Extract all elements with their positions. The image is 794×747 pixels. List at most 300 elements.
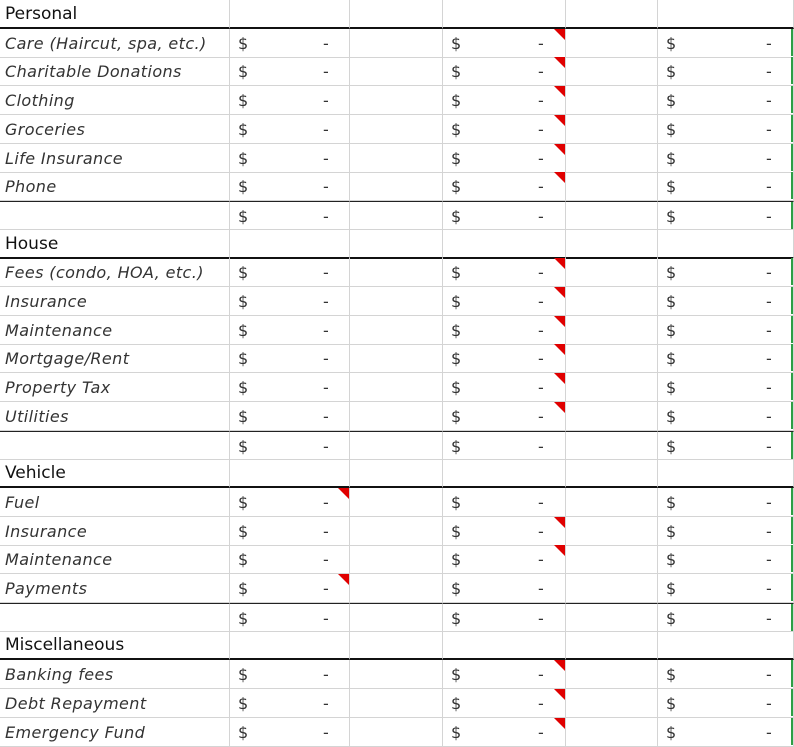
amount-cell[interactable] xyxy=(658,86,794,115)
category-row xyxy=(0,488,794,517)
amount-cell[interactable] xyxy=(230,718,350,747)
amount-cell[interactable] xyxy=(658,144,794,173)
empty-cell[interactable] xyxy=(566,344,658,373)
amount-cell[interactable] xyxy=(658,660,794,689)
comment-indicator-icon[interactable] xyxy=(554,517,565,528)
amount-cell[interactable] xyxy=(230,86,350,115)
currency-symbol: $ xyxy=(666,91,677,111)
currency-symbol: $ xyxy=(238,62,249,82)
amount-cell[interactable] xyxy=(443,431,566,460)
currency-symbol: $ xyxy=(666,521,677,541)
amount-value: - xyxy=(323,177,329,197)
amount-value: - xyxy=(538,436,544,456)
amount-cell[interactable] xyxy=(658,287,794,316)
currency-symbol: $ xyxy=(451,521,462,541)
amount-cell[interactable] xyxy=(443,488,566,517)
empty-cell[interactable] xyxy=(350,201,443,230)
amount-cell[interactable] xyxy=(230,201,350,230)
category-label: Maintenance xyxy=(5,320,113,340)
category-label: Insurance xyxy=(5,521,88,541)
amount-value: - xyxy=(766,550,772,570)
section-header-cell[interactable] xyxy=(0,230,230,259)
amount-value: - xyxy=(323,349,329,369)
amount-value: - xyxy=(323,292,329,311)
amount-cell[interactable] xyxy=(443,287,566,316)
currency-symbol: $ xyxy=(238,406,249,426)
empty-cell[interactable] xyxy=(566,316,658,345)
category-label-cell[interactable] xyxy=(0,545,230,574)
category-row xyxy=(0,545,794,574)
amount-value: - xyxy=(538,608,544,628)
amount-cell[interactable] xyxy=(230,545,350,574)
currency-symbol: $ xyxy=(238,492,249,512)
category-label-cell[interactable] xyxy=(0,402,230,431)
amount-cell[interactable] xyxy=(658,718,794,747)
empty-cell[interactable] xyxy=(566,660,658,689)
cell-edge-marker xyxy=(791,574,793,601)
category-row xyxy=(0,402,794,431)
amount-cell[interactable] xyxy=(230,603,350,632)
amount-cell[interactable] xyxy=(230,57,350,86)
amount-cell[interactable] xyxy=(658,29,794,58)
currency-symbol: $ xyxy=(238,206,249,226)
amount-cell[interactable] xyxy=(658,258,794,287)
empty-cell[interactable] xyxy=(230,230,350,259)
amount-cell[interactable] xyxy=(658,574,794,603)
comment-indicator-icon[interactable] xyxy=(554,660,565,671)
category-label: Phone xyxy=(5,177,57,197)
cell-edge-marker xyxy=(791,718,793,745)
empty-cell[interactable] xyxy=(350,459,443,488)
amount-cell[interactable] xyxy=(230,172,350,201)
currency-symbol: $ xyxy=(451,148,462,168)
empty-cell[interactable] xyxy=(350,689,443,718)
comment-indicator-icon[interactable] xyxy=(554,172,565,183)
currency-symbol: $ xyxy=(238,91,249,111)
empty-cell[interactable] xyxy=(658,230,794,259)
empty-cell[interactable] xyxy=(350,431,443,460)
comment-indicator-icon[interactable] xyxy=(554,689,565,700)
cell-edge-marker xyxy=(791,57,793,84)
currency-symbol: $ xyxy=(238,349,249,369)
amount-value: - xyxy=(766,148,772,168)
amount-cell[interactable] xyxy=(230,402,350,431)
subtotal-label-cell[interactable] xyxy=(0,431,230,460)
amount-value: - xyxy=(323,320,329,340)
category-label-cell[interactable] xyxy=(0,258,230,287)
currency-symbol: $ xyxy=(666,62,677,82)
amount-cell[interactable] xyxy=(443,316,566,345)
amount-value: - xyxy=(538,33,544,53)
empty-cell[interactable] xyxy=(350,373,443,402)
cell-edge-marker xyxy=(791,517,793,544)
comment-indicator-icon[interactable] xyxy=(554,545,565,556)
amount-cell[interactable] xyxy=(443,29,566,58)
category-label-cell[interactable] xyxy=(0,57,230,86)
amount-cell[interactable] xyxy=(230,660,350,689)
currency-symbol: $ xyxy=(238,722,249,742)
comment-indicator-icon[interactable] xyxy=(554,29,565,40)
currency-symbol: $ xyxy=(238,119,249,139)
amount-cell[interactable] xyxy=(230,115,350,144)
empty-cell[interactable] xyxy=(566,86,658,115)
empty-cell[interactable] xyxy=(566,402,658,431)
empty-cell[interactable] xyxy=(350,603,443,632)
category-label: Clothing xyxy=(5,91,75,111)
cell-edge-marker xyxy=(791,604,793,631)
category-label-cell[interactable] xyxy=(0,29,230,58)
empty-cell[interactable] xyxy=(566,631,658,660)
amount-cell[interactable] xyxy=(443,86,566,115)
amount-value: - xyxy=(538,406,544,426)
amount-cell[interactable] xyxy=(230,517,350,546)
currency-symbol: $ xyxy=(238,693,249,713)
category-row xyxy=(0,660,794,689)
empty-cell[interactable] xyxy=(566,144,658,173)
amount-cell[interactable] xyxy=(443,172,566,201)
empty-cell[interactable] xyxy=(350,230,443,259)
category-label-cell[interactable] xyxy=(0,718,230,747)
currency-symbol: $ xyxy=(666,406,677,426)
amount-cell[interactable] xyxy=(230,373,350,402)
amount-cell[interactable] xyxy=(658,689,794,718)
currency-symbol: $ xyxy=(238,33,249,53)
currency-symbol: $ xyxy=(451,62,462,82)
currency-symbol: $ xyxy=(451,91,462,111)
amount-value: - xyxy=(323,378,329,398)
amount-cell[interactable] xyxy=(230,316,350,345)
amount-value: - xyxy=(538,579,544,598)
amount-cell[interactable] xyxy=(658,545,794,574)
empty-cell[interactable] xyxy=(443,459,566,488)
amount-value: - xyxy=(538,177,544,197)
amount-cell[interactable] xyxy=(658,57,794,86)
category-label: Groceries xyxy=(5,119,86,139)
category-label: Utilities xyxy=(5,406,69,426)
section-header-row xyxy=(0,0,794,29)
category-label-cell[interactable] xyxy=(0,373,230,402)
empty-cell[interactable] xyxy=(566,431,658,460)
currency-symbol: $ xyxy=(666,177,677,197)
subtotal-label-cell[interactable] xyxy=(0,201,230,230)
amount-cell[interactable] xyxy=(230,258,350,287)
comment-indicator-icon[interactable] xyxy=(554,344,565,355)
empty-cell[interactable] xyxy=(350,258,443,287)
amount-cell[interactable] xyxy=(443,517,566,546)
amount-cell[interactable] xyxy=(443,373,566,402)
amount-value: - xyxy=(538,292,544,311)
amount-cell[interactable] xyxy=(230,689,350,718)
amount-value: - xyxy=(323,521,329,541)
category-label-cell[interactable] xyxy=(0,517,230,546)
currency-symbol: $ xyxy=(238,292,249,311)
cell-edge-marker xyxy=(791,344,793,371)
currency-symbol: $ xyxy=(451,119,462,139)
category-label: Emergency Fund xyxy=(5,722,146,742)
cell-edge-marker xyxy=(791,488,793,515)
currency-symbol: $ xyxy=(451,33,462,53)
comment-indicator-icon[interactable] xyxy=(554,373,565,384)
amount-value: - xyxy=(766,177,772,197)
category-label: Care (Haircut, spa, etc.) xyxy=(5,33,207,53)
empty-cell[interactable] xyxy=(566,689,658,718)
amount-cell[interactable] xyxy=(443,402,566,431)
empty-cell[interactable] xyxy=(566,718,658,747)
amount-value: - xyxy=(766,119,772,139)
currency-symbol: $ xyxy=(451,378,462,398)
category-label-cell[interactable] xyxy=(0,316,230,345)
empty-cell[interactable] xyxy=(350,660,443,689)
category-label: Fuel xyxy=(5,492,40,512)
amount-cell[interactable] xyxy=(443,574,566,603)
amount-value: - xyxy=(323,148,329,168)
comment-indicator-icon[interactable] xyxy=(554,402,565,413)
empty-cell[interactable] xyxy=(566,0,658,29)
section-header-row xyxy=(0,230,794,259)
amount-cell[interactable] xyxy=(443,57,566,86)
amount-cell[interactable] xyxy=(658,316,794,345)
amount-value: - xyxy=(323,119,329,139)
currency-symbol: $ xyxy=(666,665,677,685)
empty-cell[interactable] xyxy=(566,258,658,287)
cell-edge-marker xyxy=(791,660,793,687)
currency-symbol: $ xyxy=(666,148,677,168)
empty-cell[interactable] xyxy=(566,115,658,144)
currency-symbol: $ xyxy=(238,665,249,685)
empty-cell[interactable] xyxy=(350,488,443,517)
currency-symbol: $ xyxy=(238,263,249,283)
amount-value: - xyxy=(766,579,772,598)
amount-cell[interactable] xyxy=(443,115,566,144)
amount-value: - xyxy=(538,91,544,111)
currency-symbol: $ xyxy=(451,320,462,340)
category-row xyxy=(0,115,794,144)
amount-value: - xyxy=(538,148,544,168)
currency-symbol: $ xyxy=(666,263,677,283)
empty-cell[interactable] xyxy=(350,718,443,747)
empty-cell[interactable] xyxy=(443,631,566,660)
currency-symbol: $ xyxy=(666,693,677,713)
category-label-cell[interactable] xyxy=(0,86,230,115)
currency-symbol: $ xyxy=(666,33,677,53)
category-label-cell[interactable] xyxy=(0,115,230,144)
amount-cell[interactable] xyxy=(658,517,794,546)
amount-cell[interactable] xyxy=(230,431,350,460)
empty-cell[interactable] xyxy=(350,574,443,603)
amount-cell[interactable] xyxy=(443,201,566,230)
empty-cell[interactable] xyxy=(350,86,443,115)
amount-value: - xyxy=(323,62,329,82)
category-label-cell[interactable] xyxy=(0,172,230,201)
empty-cell[interactable] xyxy=(350,631,443,660)
comment-indicator-icon[interactable] xyxy=(338,574,349,585)
cell-edge-marker xyxy=(791,316,793,343)
currency-symbol: $ xyxy=(666,492,677,512)
empty-cell[interactable] xyxy=(566,230,658,259)
amount-cell[interactable] xyxy=(658,373,794,402)
amount-cell[interactable] xyxy=(658,603,794,632)
comment-indicator-icon[interactable] xyxy=(554,144,565,155)
category-label: Property Tax xyxy=(5,378,111,398)
section-header-cell[interactable] xyxy=(0,459,230,488)
amount-value: - xyxy=(323,206,329,226)
empty-cell[interactable] xyxy=(350,144,443,173)
comment-indicator-icon[interactable] xyxy=(554,287,565,298)
comment-indicator-icon[interactable] xyxy=(554,718,565,729)
section-title: House xyxy=(5,233,59,254)
amount-cell[interactable] xyxy=(658,402,794,431)
amount-cell[interactable] xyxy=(443,258,566,287)
category-label: Maintenance xyxy=(5,550,113,570)
category-label-cell[interactable] xyxy=(0,660,230,689)
empty-cell[interactable] xyxy=(350,0,443,29)
amount-cell[interactable] xyxy=(658,488,794,517)
category-row xyxy=(0,718,794,747)
comment-indicator-icon[interactable] xyxy=(554,258,565,269)
amount-cell[interactable] xyxy=(443,144,566,173)
empty-cell[interactable] xyxy=(566,545,658,574)
empty-cell[interactable] xyxy=(658,631,794,660)
cell-edge-marker xyxy=(791,689,793,716)
amount-value: - xyxy=(766,33,772,53)
cell-edge-marker xyxy=(791,432,793,459)
amount-value: - xyxy=(323,91,329,111)
category-label: Banking fees xyxy=(5,665,114,685)
cell-edge-marker xyxy=(791,115,793,142)
amount-value: - xyxy=(766,608,772,628)
amount-value: - xyxy=(766,263,772,283)
amount-cell[interactable] xyxy=(230,29,350,58)
empty-cell[interactable] xyxy=(566,201,658,230)
empty-cell[interactable] xyxy=(566,57,658,86)
cell-edge-marker xyxy=(791,86,793,113)
category-label-cell[interactable] xyxy=(0,144,230,173)
amount-cell[interactable] xyxy=(230,144,350,173)
empty-cell[interactable] xyxy=(350,115,443,144)
comment-indicator-icon[interactable] xyxy=(554,57,565,68)
empty-cell[interactable] xyxy=(350,172,443,201)
amount-cell[interactable] xyxy=(230,488,350,517)
category-label-cell[interactable] xyxy=(0,344,230,373)
amount-value: - xyxy=(766,91,772,111)
currency-symbol: $ xyxy=(666,378,677,398)
amount-value: - xyxy=(323,263,329,283)
category-label-cell[interactable] xyxy=(0,287,230,316)
empty-cell[interactable] xyxy=(230,0,350,29)
category-row xyxy=(0,86,794,115)
currency-symbol: $ xyxy=(666,436,677,456)
empty-cell[interactable] xyxy=(566,459,658,488)
amount-cell[interactable] xyxy=(658,431,794,460)
currency-symbol: $ xyxy=(451,608,462,628)
empty-cell[interactable] xyxy=(230,459,350,488)
empty-cell[interactable] xyxy=(230,631,350,660)
amount-cell[interactable] xyxy=(658,172,794,201)
empty-cell[interactable] xyxy=(350,402,443,431)
category-label-cell[interactable] xyxy=(0,488,230,517)
currency-symbol: $ xyxy=(238,550,249,570)
empty-cell[interactable] xyxy=(350,287,443,316)
amount-cell[interactable] xyxy=(443,689,566,718)
amount-value: - xyxy=(323,693,329,713)
empty-cell[interactable] xyxy=(443,230,566,259)
amount-cell[interactable] xyxy=(443,545,566,574)
amount-value: - xyxy=(323,436,329,456)
currency-symbol: $ xyxy=(666,608,677,628)
empty-cell[interactable] xyxy=(658,459,794,488)
empty-cell[interactable] xyxy=(350,57,443,86)
amount-cell[interactable] xyxy=(658,201,794,230)
amount-cell[interactable] xyxy=(230,574,350,603)
currency-symbol: $ xyxy=(451,349,462,369)
comment-indicator-icon[interactable] xyxy=(554,86,565,97)
currency-symbol: $ xyxy=(451,693,462,713)
empty-cell[interactable] xyxy=(566,488,658,517)
currency-symbol: $ xyxy=(238,148,249,168)
empty-cell[interactable] xyxy=(443,0,566,29)
empty-cell[interactable] xyxy=(350,517,443,546)
empty-cell[interactable] xyxy=(350,344,443,373)
empty-cell[interactable] xyxy=(566,29,658,58)
currency-symbol: $ xyxy=(666,349,677,369)
amount-value: - xyxy=(766,521,772,541)
section-header-cell[interactable] xyxy=(0,0,230,29)
empty-cell[interactable] xyxy=(566,287,658,316)
empty-cell[interactable] xyxy=(566,172,658,201)
empty-cell[interactable] xyxy=(658,0,794,29)
currency-symbol: $ xyxy=(666,320,677,340)
subtotal-row xyxy=(0,201,794,230)
amount-value: - xyxy=(323,33,329,53)
category-label: Life Insurance xyxy=(5,148,124,168)
empty-cell[interactable] xyxy=(350,545,443,574)
category-row xyxy=(0,574,794,603)
amount-cell[interactable] xyxy=(443,660,566,689)
amount-value: - xyxy=(538,665,544,685)
comment-indicator-icon[interactable] xyxy=(338,488,349,499)
empty-cell[interactable] xyxy=(566,517,658,546)
comment-indicator-icon[interactable] xyxy=(554,316,565,327)
amount-value: - xyxy=(323,550,329,570)
amount-cell[interactable] xyxy=(230,344,350,373)
amount-cell[interactable] xyxy=(443,718,566,747)
currency-symbol: $ xyxy=(238,608,249,628)
empty-cell[interactable] xyxy=(566,373,658,402)
amount-cell[interactable] xyxy=(230,287,350,316)
empty-cell[interactable] xyxy=(566,603,658,632)
amount-value: - xyxy=(538,693,544,713)
empty-cell[interactable] xyxy=(350,316,443,345)
subtotal-row xyxy=(0,603,794,632)
empty-cell[interactable] xyxy=(566,574,658,603)
category-label-cell[interactable] xyxy=(0,689,230,718)
comment-indicator-icon[interactable] xyxy=(554,115,565,126)
amount-value: - xyxy=(538,62,544,82)
amount-cell[interactable] xyxy=(443,603,566,632)
empty-cell[interactable] xyxy=(350,29,443,58)
currency-symbol: $ xyxy=(238,177,249,197)
amount-cell[interactable] xyxy=(443,344,566,373)
currency-symbol: $ xyxy=(238,521,249,541)
category-label-cell[interactable] xyxy=(0,574,230,603)
category-row xyxy=(0,29,794,58)
subtotal-label-cell[interactable] xyxy=(0,603,230,632)
amount-cell[interactable] xyxy=(658,344,794,373)
section-header-cell[interactable] xyxy=(0,631,230,660)
amount-value: - xyxy=(766,492,772,512)
currency-symbol: $ xyxy=(451,292,462,311)
amount-cell[interactable] xyxy=(658,115,794,144)
